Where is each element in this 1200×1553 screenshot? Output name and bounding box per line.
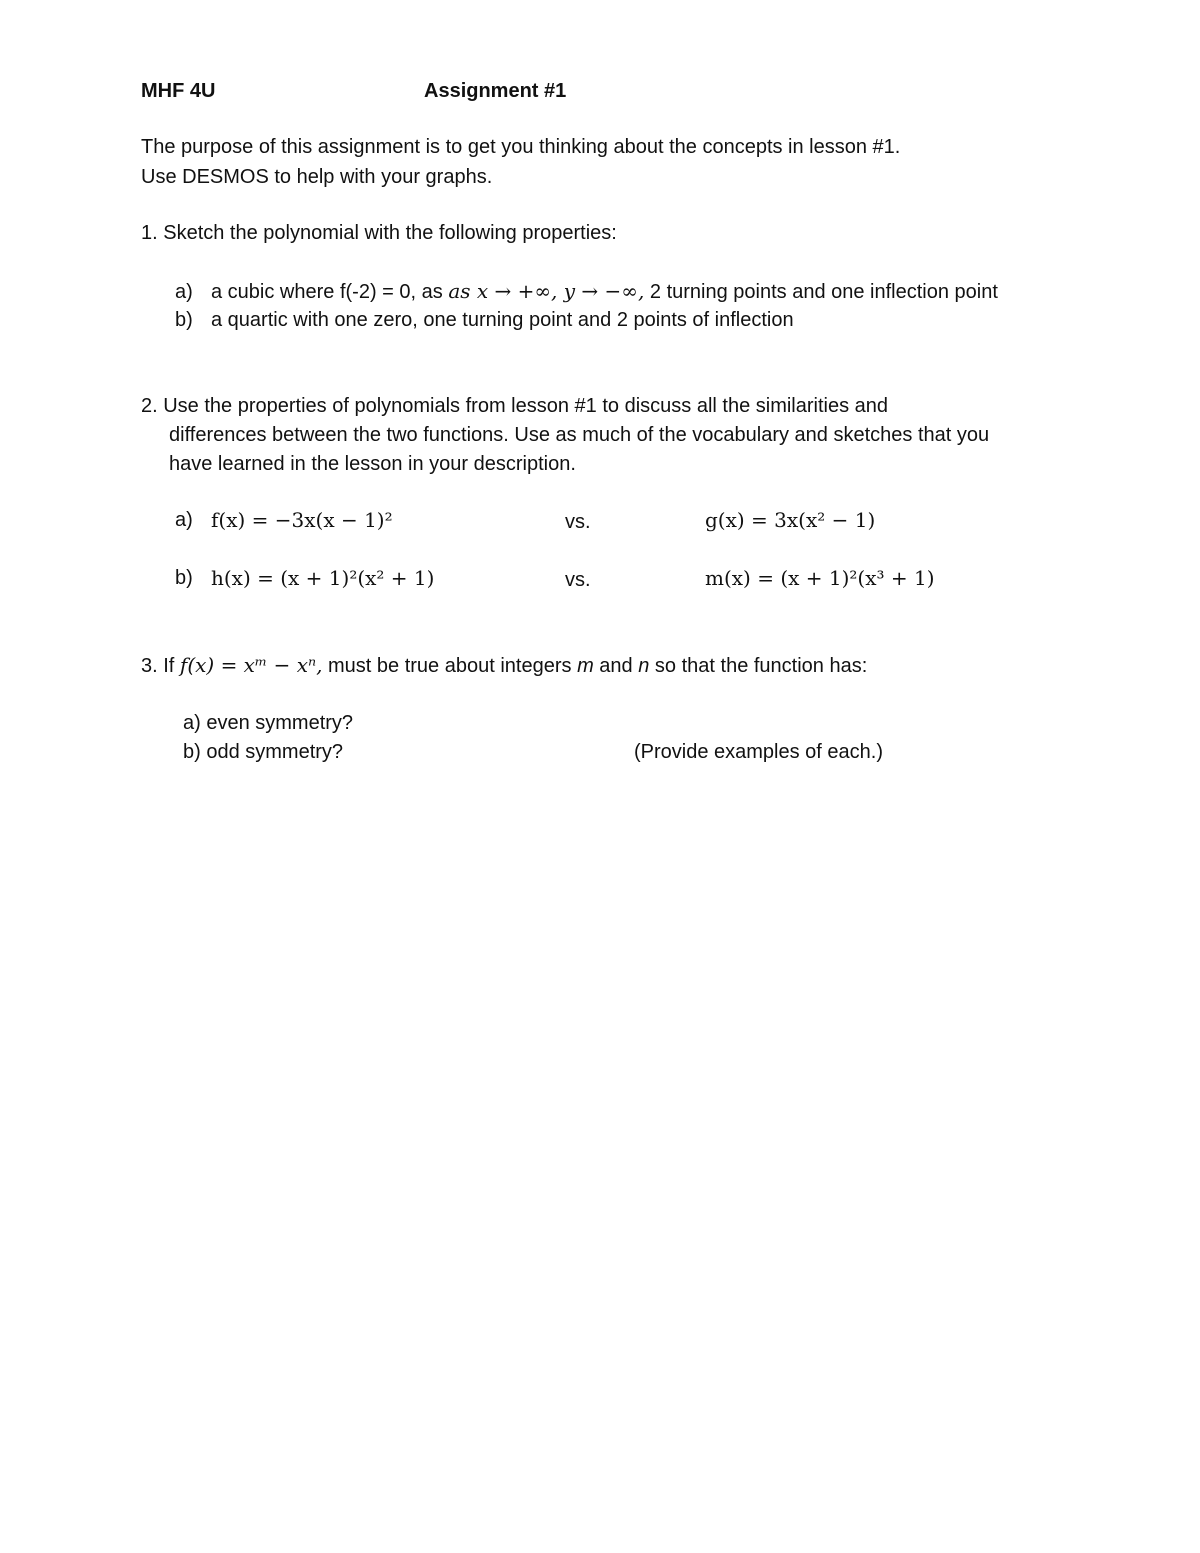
q1-b-label: b): [175, 309, 193, 331]
q3-var-m: m: [577, 655, 594, 677]
q2-line-2: differences between the two functions. Use as much of the vocabulary and sketches that you: [169, 424, 990, 446]
assignment-title: Assignment #1: [424, 80, 567, 102]
q3-note: (Provide examples of each.): [634, 741, 884, 763]
q1-a-text-before: a cubic where f(-2) = 0, as: [211, 281, 443, 303]
q2-line-3: have learned in the lesson in your description.: [169, 453, 576, 475]
q2-a-label: a): [175, 509, 193, 531]
q1-prompt: 1. Sketch the polynomial with the following properties:: [141, 222, 617, 244]
q1-a-text-after: 2 turning points and one inflection point: [649, 281, 998, 303]
q3-mid-1: must be true about integers: [328, 655, 572, 677]
q1-a-label: a): [175, 281, 193, 303]
q1-b-text: a quartic with one zero, one turning point and 2 points of inflection: [211, 309, 794, 331]
course-code: MHF 4U: [141, 80, 216, 102]
q2-a-vs: vs.: [565, 511, 591, 533]
q3-mid-2: and: [599, 655, 633, 677]
q2-line-1: 2. Use the properties of polynomials from lesson #1 to discuss all the similarities and: [141, 395, 889, 417]
q1-part-a: [175, 279, 998, 304]
q3-part-a: a) even symmetry?: [183, 712, 354, 734]
q1-a-math: as x → +∞, y → −∞,: [448, 279, 645, 303]
q2-b-right-function: m(x) = (x + 1)²(x³ + 1): [705, 566, 935, 590]
q2-a-left-function: f(x) = −3x(x − 1)²: [211, 508, 393, 532]
q2-a-right-function: g(x) = 3x(x² − 1): [705, 508, 876, 532]
q3-prefix: 3. If: [141, 655, 175, 677]
q2-b-vs: vs.: [565, 569, 591, 591]
q3-prompt: [141, 653, 867, 678]
intro-line-2: Use DESMOS to help with your graphs.: [141, 166, 493, 188]
q2-b-label: b): [175, 567, 193, 589]
q3-part-b: b) odd symmetry?: [183, 741, 344, 763]
intro-line-1: The purpose of this assignment is to get you thinking about the concepts in lesson #1.: [141, 136, 901, 158]
q3-suffix: so that the function has:: [654, 655, 868, 677]
q3-var-n: n: [638, 655, 650, 677]
q1-part-b: [175, 308, 794, 332]
q2-b-left-function: h(x) = (x + 1)²(x² + 1): [211, 566, 435, 590]
q3-math: f(x) = xᵐ − xⁿ,: [179, 653, 323, 677]
